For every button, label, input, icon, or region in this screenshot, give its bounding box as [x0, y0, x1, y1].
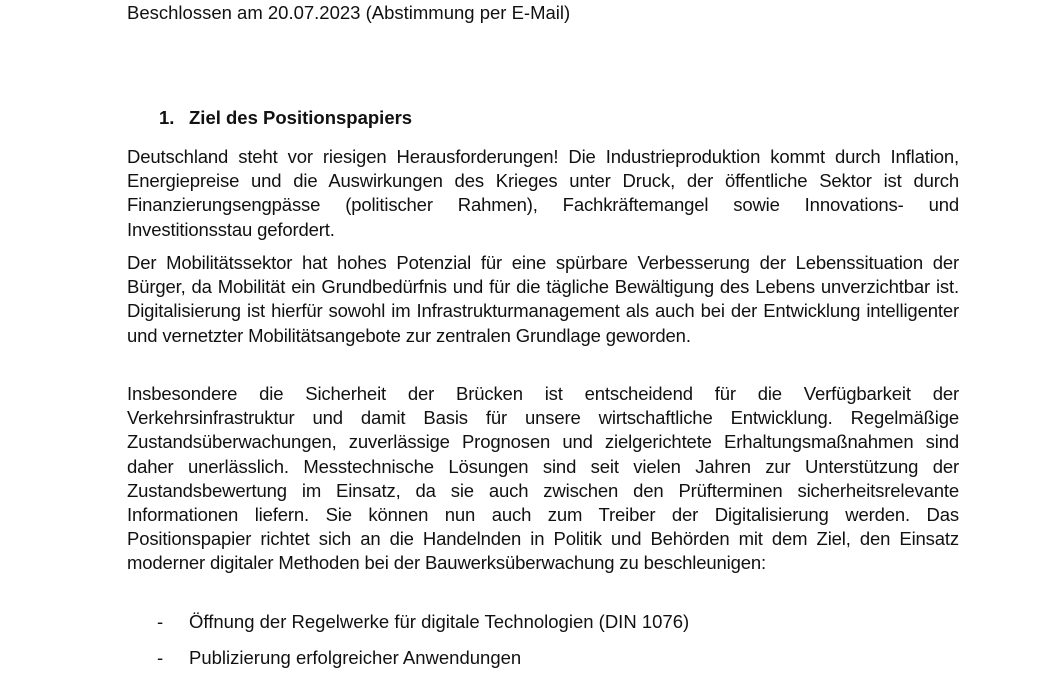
section-heading — [159, 106, 412, 130]
list-item — [157, 646, 521, 670]
section-number: 1. — [159, 107, 175, 128]
list-item-text: Publizierung erfolgreicher Anwendungen — [189, 647, 522, 668]
list-item — [157, 610, 689, 634]
list-item-text: Öffnung der Regelwerke für digitale Technologien (DIN 1076) — [189, 611, 690, 632]
section-title: Ziel des Positionspapiers — [189, 107, 413, 128]
bullet-marker: - — [157, 647, 164, 668]
paragraph-challenges: Deutschland steht vor riesigen Herausforderungen! Die Industrieproduktion kommt durch Inflation, Energiepreise und die Auswirkungen des Krieges unter Druck, der öffentliche Sektor ist durch Finanzierungsengpässe (politischer Rahmen), Fachkräftemangel sowie Innovations- und Investitionsstau gefordert. — [127, 146, 959, 240]
bullet-marker: - — [157, 611, 164, 632]
paragraph-bridge-safety: Insbesondere die Sicherheit der Brücken ist entscheidend für die Verfügbarkeit der Verkehrsinfrastruktur und damit Basis für unsere wirtschaftliche Entwicklung. Regelmäßige Zustandsüberwachungen, zuverlässige Prognosen und zielgerichtete Erhaltungsmaßnahmen sind daher unerlässlich. Messtechnische Lösungen sind seit vielen Jahren zur Unterstützung der Zustandsbewertung im Einsatz, da sie auch zwischen den Prüfterminen sicherheitsrelevante Informationen liefern. Sie können nun auch zum Treiber der Digitalisierung werden. Das Positionspapier richtet sich an die Handelnden in Politik und Behörden mit dem Ziel, den Einsatz moderner digitaler Methoden bei der Bauwerksüberwachung zu beschleunigen: — [127, 383, 959, 574]
paragraph-mobility-sector: Der Mobilitätssektor hat hohes Potenzial für eine spürbare Verbesserung der Lebenssituation der Bürger, da Mobilität ein Grundbedürfnis und für die tägliche Bewältigung des Lebens unverzichtbar ist. Digitalisierung ist hierfür sowohl im Infrastrukturmanagement als auch bei der Entwicklung intelligenter und vernetzter Mobilitätsangebote zur zentralen Grundlage geworden. — [127, 252, 959, 346]
decision-date-line: Beschlossen am 20.07.2023 (Abstimmung per E-Mail) — [127, 2, 571, 23]
